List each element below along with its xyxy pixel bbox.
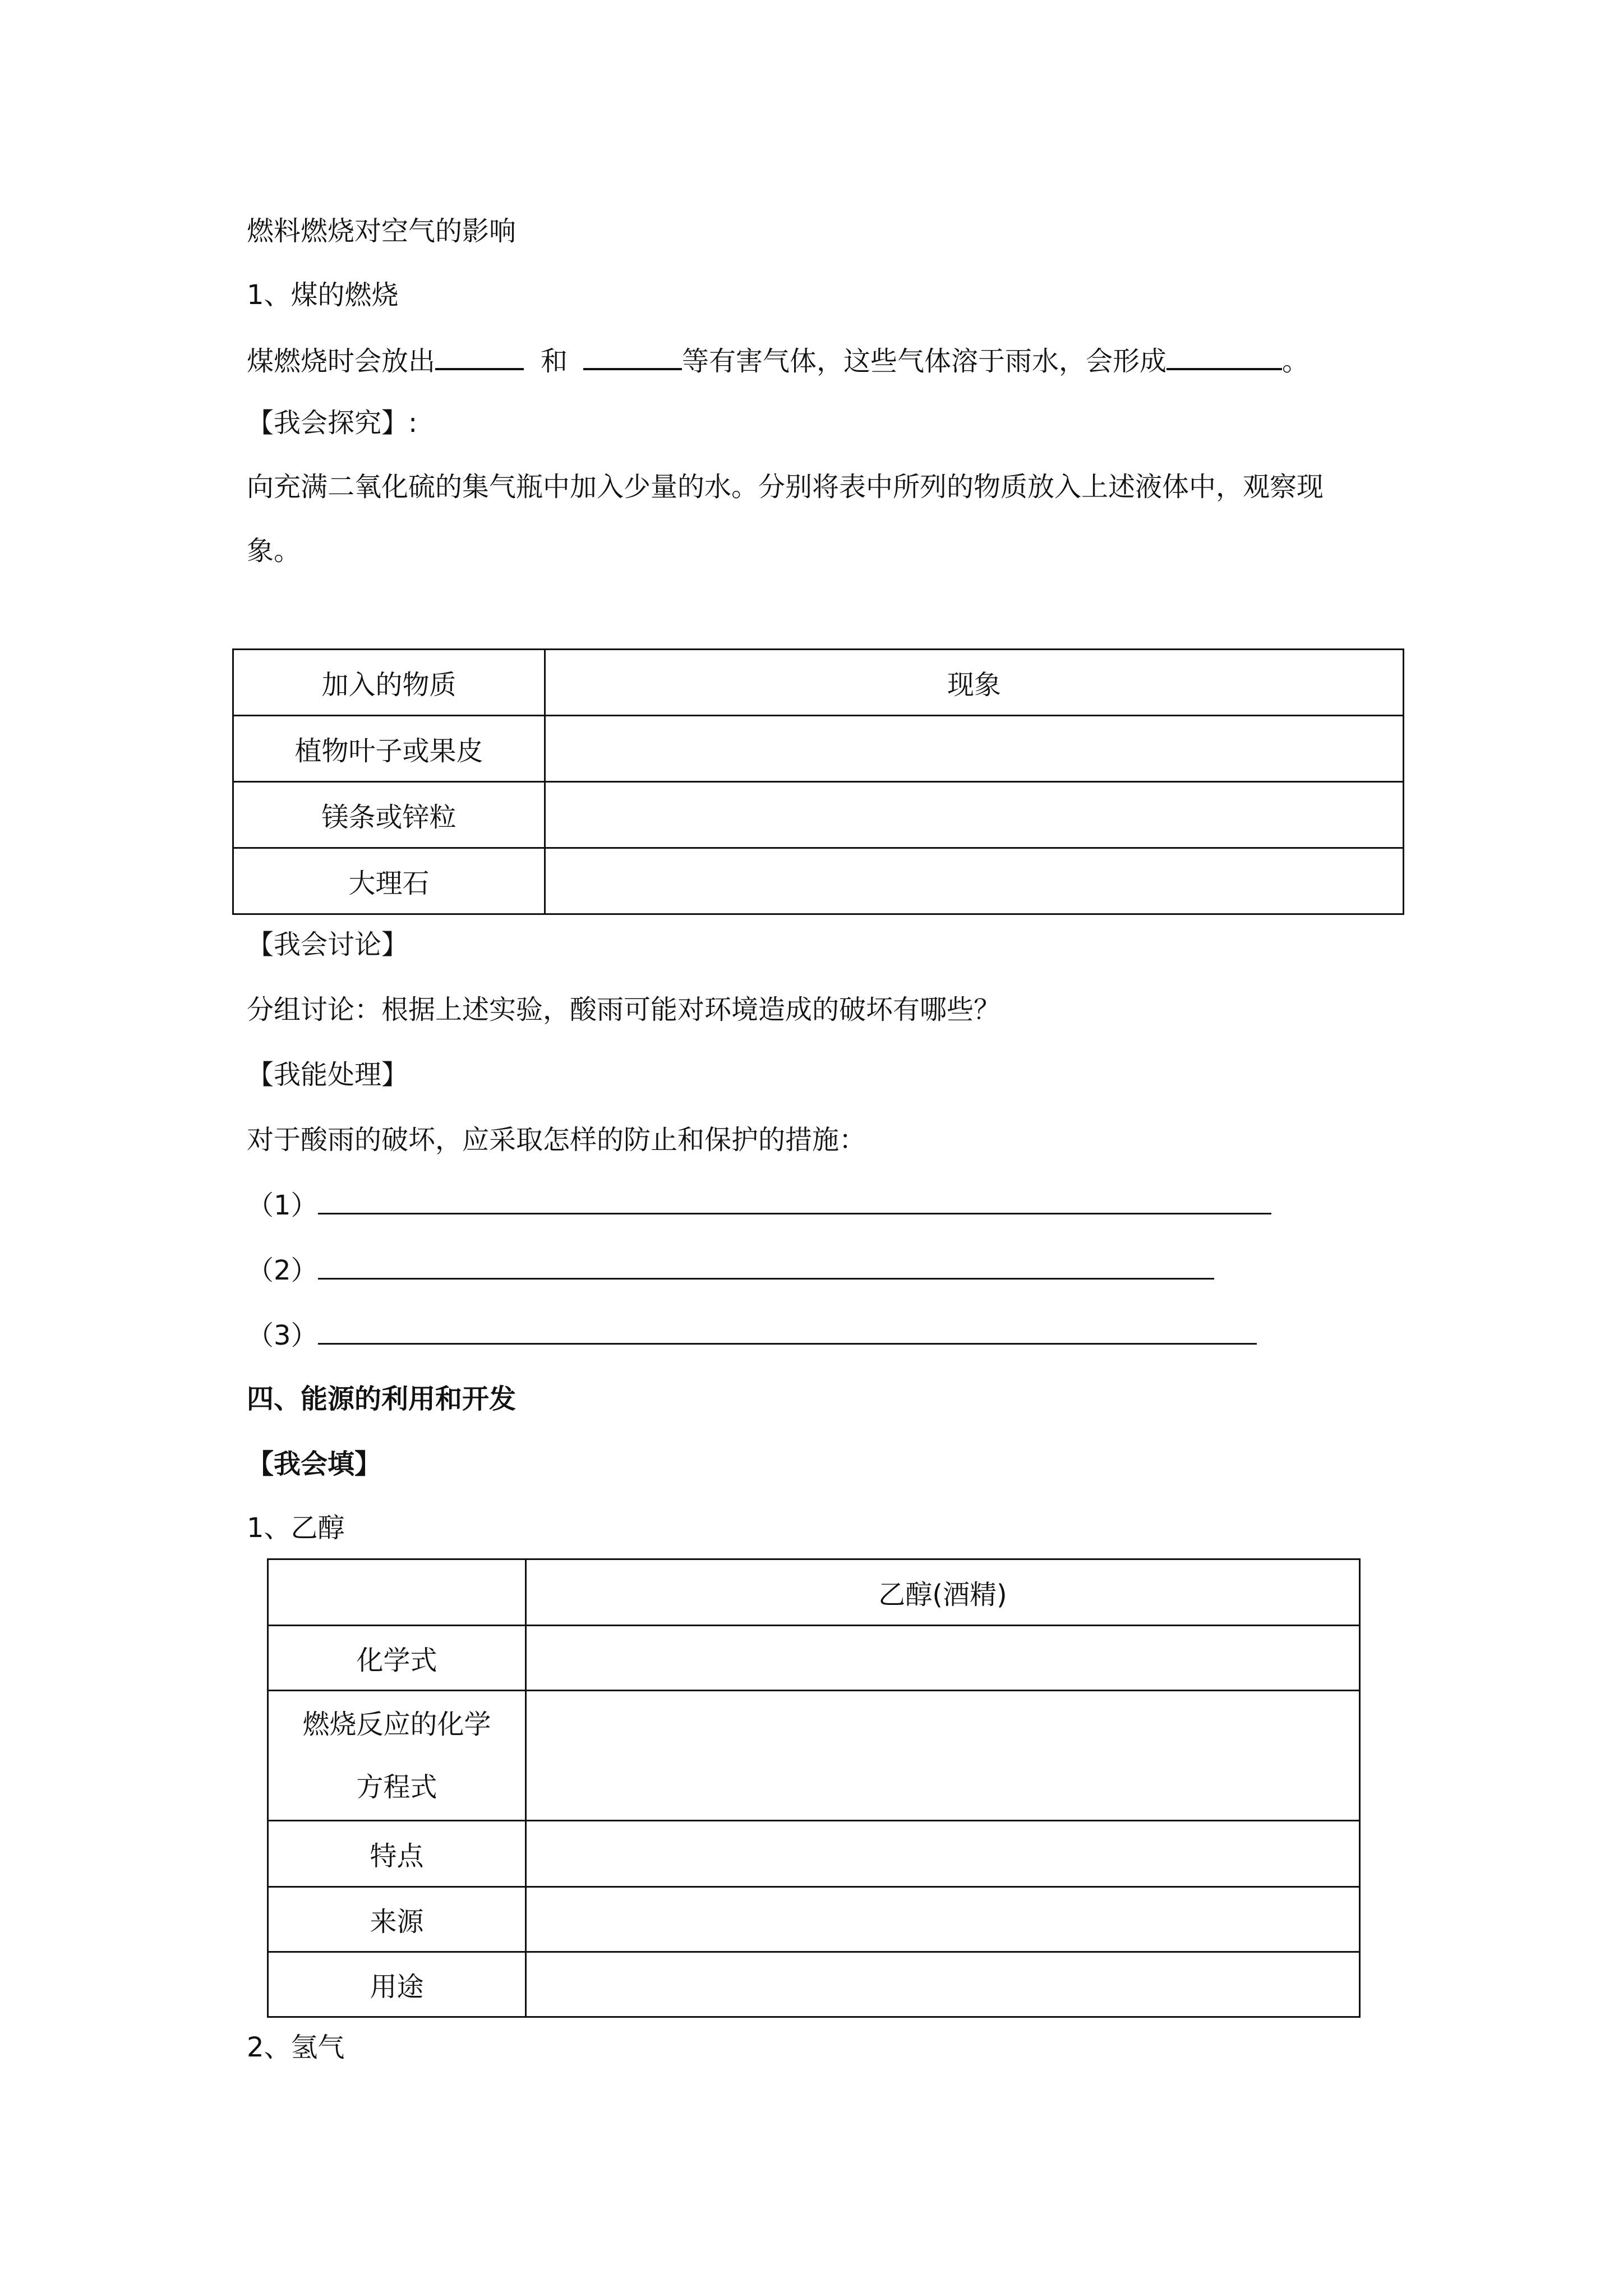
- table-cell: 来源: [268, 1887, 526, 1952]
- measure-item-3: [247, 1318, 1257, 1352]
- measure-answer-line[interactable]: [318, 1253, 1214, 1280]
- answer-cell[interactable]: [526, 1626, 1360, 1691]
- explore-heading: 【我会探究】:: [247, 407, 418, 439]
- observation-cell[interactable]: [545, 716, 1404, 782]
- coal-sentence-part-3: 等有害气体，这些气体溶于雨水，会形成: [682, 346, 1167, 377]
- hydrogen-heading: 2、氢气: [247, 2032, 345, 2063]
- observation-cell[interactable]: [545, 782, 1404, 848]
- section-title: 燃料燃烧对空气的影响: [247, 215, 517, 247]
- table-header-cell: 加入的物质: [233, 650, 545, 716]
- ethanol-heading: 1、乙醇: [247, 1512, 345, 1544]
- answer-cell[interactable]: [526, 1952, 1360, 2017]
- fill-heading: 【我会填】: [247, 1448, 382, 1480]
- table-row: [233, 716, 1404, 782]
- table-cell: 特点: [268, 1821, 526, 1887]
- table-row: [233, 848, 1404, 914]
- measure-number: （2）: [247, 1255, 318, 1286]
- measure-item-1: [247, 1188, 1271, 1222]
- answer-cell[interactable]: [526, 1887, 1360, 1952]
- handle-heading: 【我能处理】: [247, 1059, 409, 1091]
- table-row: [268, 1821, 1360, 1887]
- coal-sentence: [247, 342, 1309, 378]
- observation-cell[interactable]: [545, 848, 1404, 914]
- table-header-row: [268, 1559, 1360, 1626]
- coal-sentence-part-4: 。: [1282, 346, 1310, 377]
- table-cell: 大理石: [233, 848, 545, 914]
- table-row: [268, 1626, 1360, 1691]
- table-row: [233, 782, 1404, 848]
- table-header-cell: [268, 1559, 526, 1626]
- table-cell: 燃烧反应的化学方程式: [268, 1691, 526, 1821]
- table-row: [268, 1887, 1360, 1952]
- discuss-heading: 【我会讨论】: [247, 929, 409, 960]
- coal-heading: 1、煤的燃烧: [247, 279, 399, 311]
- table-cell: 化学式: [268, 1626, 526, 1691]
- table-header-cell: 乙醇(酒精): [526, 1559, 1360, 1626]
- answer-blank-1[interactable]: [435, 342, 524, 370]
- experiment-table: [232, 648, 1404, 915]
- table-header-row: [233, 650, 1404, 716]
- ethanol-table: [267, 1558, 1361, 2018]
- handle-text: 对于酸雨的破坏，应采取怎样的防止和保护的措施：: [247, 1124, 866, 1156]
- answer-blank-3[interactable]: [1166, 342, 1282, 370]
- table-cell: 用途: [268, 1952, 526, 2017]
- coal-sentence-part-1: 煤燃烧时会放出: [247, 346, 436, 377]
- table-header-cell: 现象: [545, 650, 1404, 716]
- measure-answer-line[interactable]: [318, 1188, 1271, 1214]
- energy-heading: 四、能源的利用和开发: [247, 1383, 517, 1415]
- measure-item-2: [247, 1253, 1214, 1287]
- answer-cell[interactable]: [526, 1691, 1360, 1821]
- measure-number: （1）: [247, 1190, 318, 1221]
- table-cell: 植物叶子或果皮: [233, 716, 545, 782]
- discuss-text: 分组讨论：根据上述实验，酸雨可能对环境造成的破坏有哪些？: [247, 994, 1001, 1025]
- explore-text-line-2: 象。: [247, 535, 301, 567]
- measure-answer-line[interactable]: [318, 1318, 1257, 1345]
- explore-text-line-1: 向充满二氧化硫的集气瓶中加入少量的水。分别将表中所列的物质放入上述液体中，观察现: [247, 471, 1324, 503]
- table-row: [268, 1691, 1360, 1821]
- answer-cell[interactable]: [526, 1821, 1360, 1887]
- coal-sentence-part-2: 和: [541, 346, 568, 377]
- table-row: [268, 1952, 1360, 2017]
- measure-number: （3）: [247, 1320, 318, 1351]
- table-cell: 镁条或锌粒: [233, 782, 545, 848]
- answer-blank-2[interactable]: [583, 342, 682, 370]
